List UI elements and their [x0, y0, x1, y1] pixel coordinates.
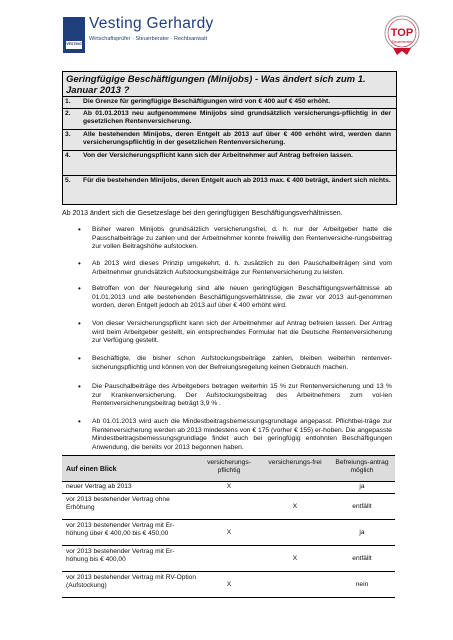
summary-item-text: Die Grenze für geringfügige Beschäftigungen wird von € 400 auf € 450 erhöht. [83, 98, 331, 105]
table-row-label: vor 2013 bestehender Vertrag mit Er-höhung bis € 400,00 [66, 548, 175, 563]
summary-item-number: 5. [65, 177, 71, 184]
bullet-text: Beschäftigte, die bisher schon Aufstockungsbeiträge zahlen, bleiben weiterhin rentenver-sicherungspflichtig und können von der Befreiungsregelung keinen Gebrauch machen. [92, 355, 392, 371]
logo-company-name: Vesting Gerhardy [89, 15, 214, 32]
badge-sub: Steuerberater [391, 40, 413, 44]
summary-item-text: Alle bestehenden Minijobs, deren Entgelt ab 2013 auf über € 400 erhöht wird, werden dann versicherungspflichtig in der gesetzlichen Rentenversicherung. [83, 131, 391, 146]
logo-subtitle: Wirtschaftsprüfer · Steuerberater · Rechtsanwalt [89, 36, 207, 42]
bullet-dot-icon: • [78, 382, 81, 391]
overview-table [62, 455, 395, 618]
table-header-label: Auf einen Blick [66, 466, 117, 473]
summary-title: Geringfügige Beschäftigungen (Minijobs) - Was ändert sich zum 1. Januar 2013 ? [66, 74, 366, 96]
table-cell-frei: X [292, 503, 298, 510]
table-row-label: vor 2013 bestehender Vertrag mit RV-Option (Aufstockung) [66, 574, 196, 589]
table-row [62, 494, 395, 520]
badge-label: TOP [390, 27, 414, 39]
bullet-text: Ab 01.01.2013 wird auch die Mindestbeitragsbemessungsgrundlage angepasst. Pflichtbei-träge zur Rentenversicherung werden ab 2013 mindestens von € 175 (vorher € 155) er-hoben. Die angepasste Mindestbeitragsbemessungsgrundlage findet auch bei geringfügig entlohnten Beschäftigungen Anwendung, die bereits vor 2013 begonnen haben. [92, 418, 392, 451]
bullet-dot-icon: • [78, 225, 81, 234]
table-header-befreiung: Befreiungs-antrag möglich [335, 459, 389, 474]
summary-item-text: Für die bestehenden Minijobs, deren Entgelt auch ab 2013 max. € 400 beträgt, ändert sich nichts. [83, 177, 391, 184]
summary-item [63, 108, 396, 129]
table-cell-befreiung: entfällt [352, 555, 372, 562]
table-cell-befreiung: ja [359, 483, 365, 490]
table-cell-pflichtig: X [226, 483, 232, 490]
summary-item [63, 150, 396, 175]
table-cell-frei: X [292, 555, 298, 562]
summary-item-text: Von der Versicherungspflicht kann sich der Arbeitnehmer auf Antrag befreien lassen. [83, 152, 353, 159]
intro-paragraph: Ab 2013 ändert sich die Gesetzeslage bei den geringfügigen Beschäftigungsverhältnissen. [62, 210, 343, 217]
table-header [62, 455, 395, 482]
bullet-dot-icon: • [78, 319, 81, 328]
table-row [62, 520, 395, 546]
summary-item-number: 2. [65, 110, 71, 117]
bullet-text: Betroffen von der Neuregelung sind alle neuen geringfügigen Beschäftigungsverhältnisse ab 01.01.2013 und alle bestehenden Beschäftigungsverhältnisse, die zwar vor 2013 auf-genommen worden, deren Entgelt jedoch ab 2013 auf über € 400 erhöht wird. [92, 285, 392, 310]
table-row-label: vor 2013 bestehender Vertrag mit Er-höhung über € 400,00 bis € 450,00 [66, 522, 175, 537]
table-row [62, 546, 395, 572]
bullet-dot-icon: • [78, 417, 81, 426]
bullet-text: Die Pauschalbeiträge des Arbeitgebers betragen weiterhin 15 % zur Rentenversicherung und 13 % zur Krankenversicherung. Der Aufstockungsbeitrag des Arbeitnehmers zum vol-len Rentenversicherungsbeitrag beträgt 3,9 % . [92, 383, 392, 408]
summary-item-text: Ab 01.01.2013 neu aufgenommene Minijobs sind grundsätzlich versicherungs-pflichtig in der gesetzlichen Rentenversicherung. [83, 110, 391, 125]
summary-item [63, 96, 396, 108]
summary-item [63, 129, 396, 150]
summary-item [63, 175, 396, 204]
table-row-label: neuer Vertrag ab 2013 [66, 483, 132, 490]
bullet-text: Ab 2013 wird dieses Prinzip umgekehrt, d. h. zusätzlich zu den Pauschalbeiträgen sind vom Arbeitnehmer grundsätzlich Aufstockungsbeiträge zur Rentenversicherung zu leisten. [92, 260, 392, 276]
table-cell-befreiung: ja [359, 529, 365, 536]
table-header-frei: versicherungs-frei [268, 459, 322, 466]
table-cell-befreiung: entfällt [352, 503, 372, 510]
table-cell-pflichtig: X [226, 529, 232, 536]
summary-box [62, 71, 397, 205]
bullet-dot-icon: • [78, 259, 81, 268]
table-cell-befreiung: nein [355, 581, 369, 588]
bullet-text: Von dieser Versicherungspflicht kann sich der Arbeitnehmer auf Antrag befreien lassen. Der Antrag wird beim Arbeitgeber gestellt, ein entsprechendes Formular hat die Deutsche Rentenversicherung zur Verfügung gestellt. [92, 320, 392, 345]
bullet-dot-icon: • [78, 354, 81, 363]
company-logo [63, 15, 313, 55]
table-cell-pflichtig: X [226, 581, 232, 588]
bullet-text: Bisher waren Minijobs grundsätzlich versicherungsfrei, d. h. nur der Arbeitgeber hatte die Pauschalbeiträge zu zahlen und der Arbeitnehmer konnte freiwillig den Rentenversiche-rungsbeitrag zur vollen Beitragshöhe aufstocken. [92, 226, 392, 251]
table-row [62, 572, 395, 598]
logo-mark [63, 17, 85, 53]
table-row [62, 481, 395, 494]
table-header-pflichtig: versicherungs-pflichtig [207, 459, 251, 474]
top-steuerberater-badge-icon [383, 14, 421, 56]
summary-item-number: 1. [65, 98, 71, 105]
table-row-label: vor 2013 bestehender Vertrag ohne Erhöhung [66, 496, 170, 511]
logo-mark-text: VESTING [66, 42, 82, 46]
summary-item-number: 3. [65, 131, 71, 138]
summary-item-number: 4. [65, 152, 71, 159]
bullet-dot-icon: • [78, 284, 81, 293]
